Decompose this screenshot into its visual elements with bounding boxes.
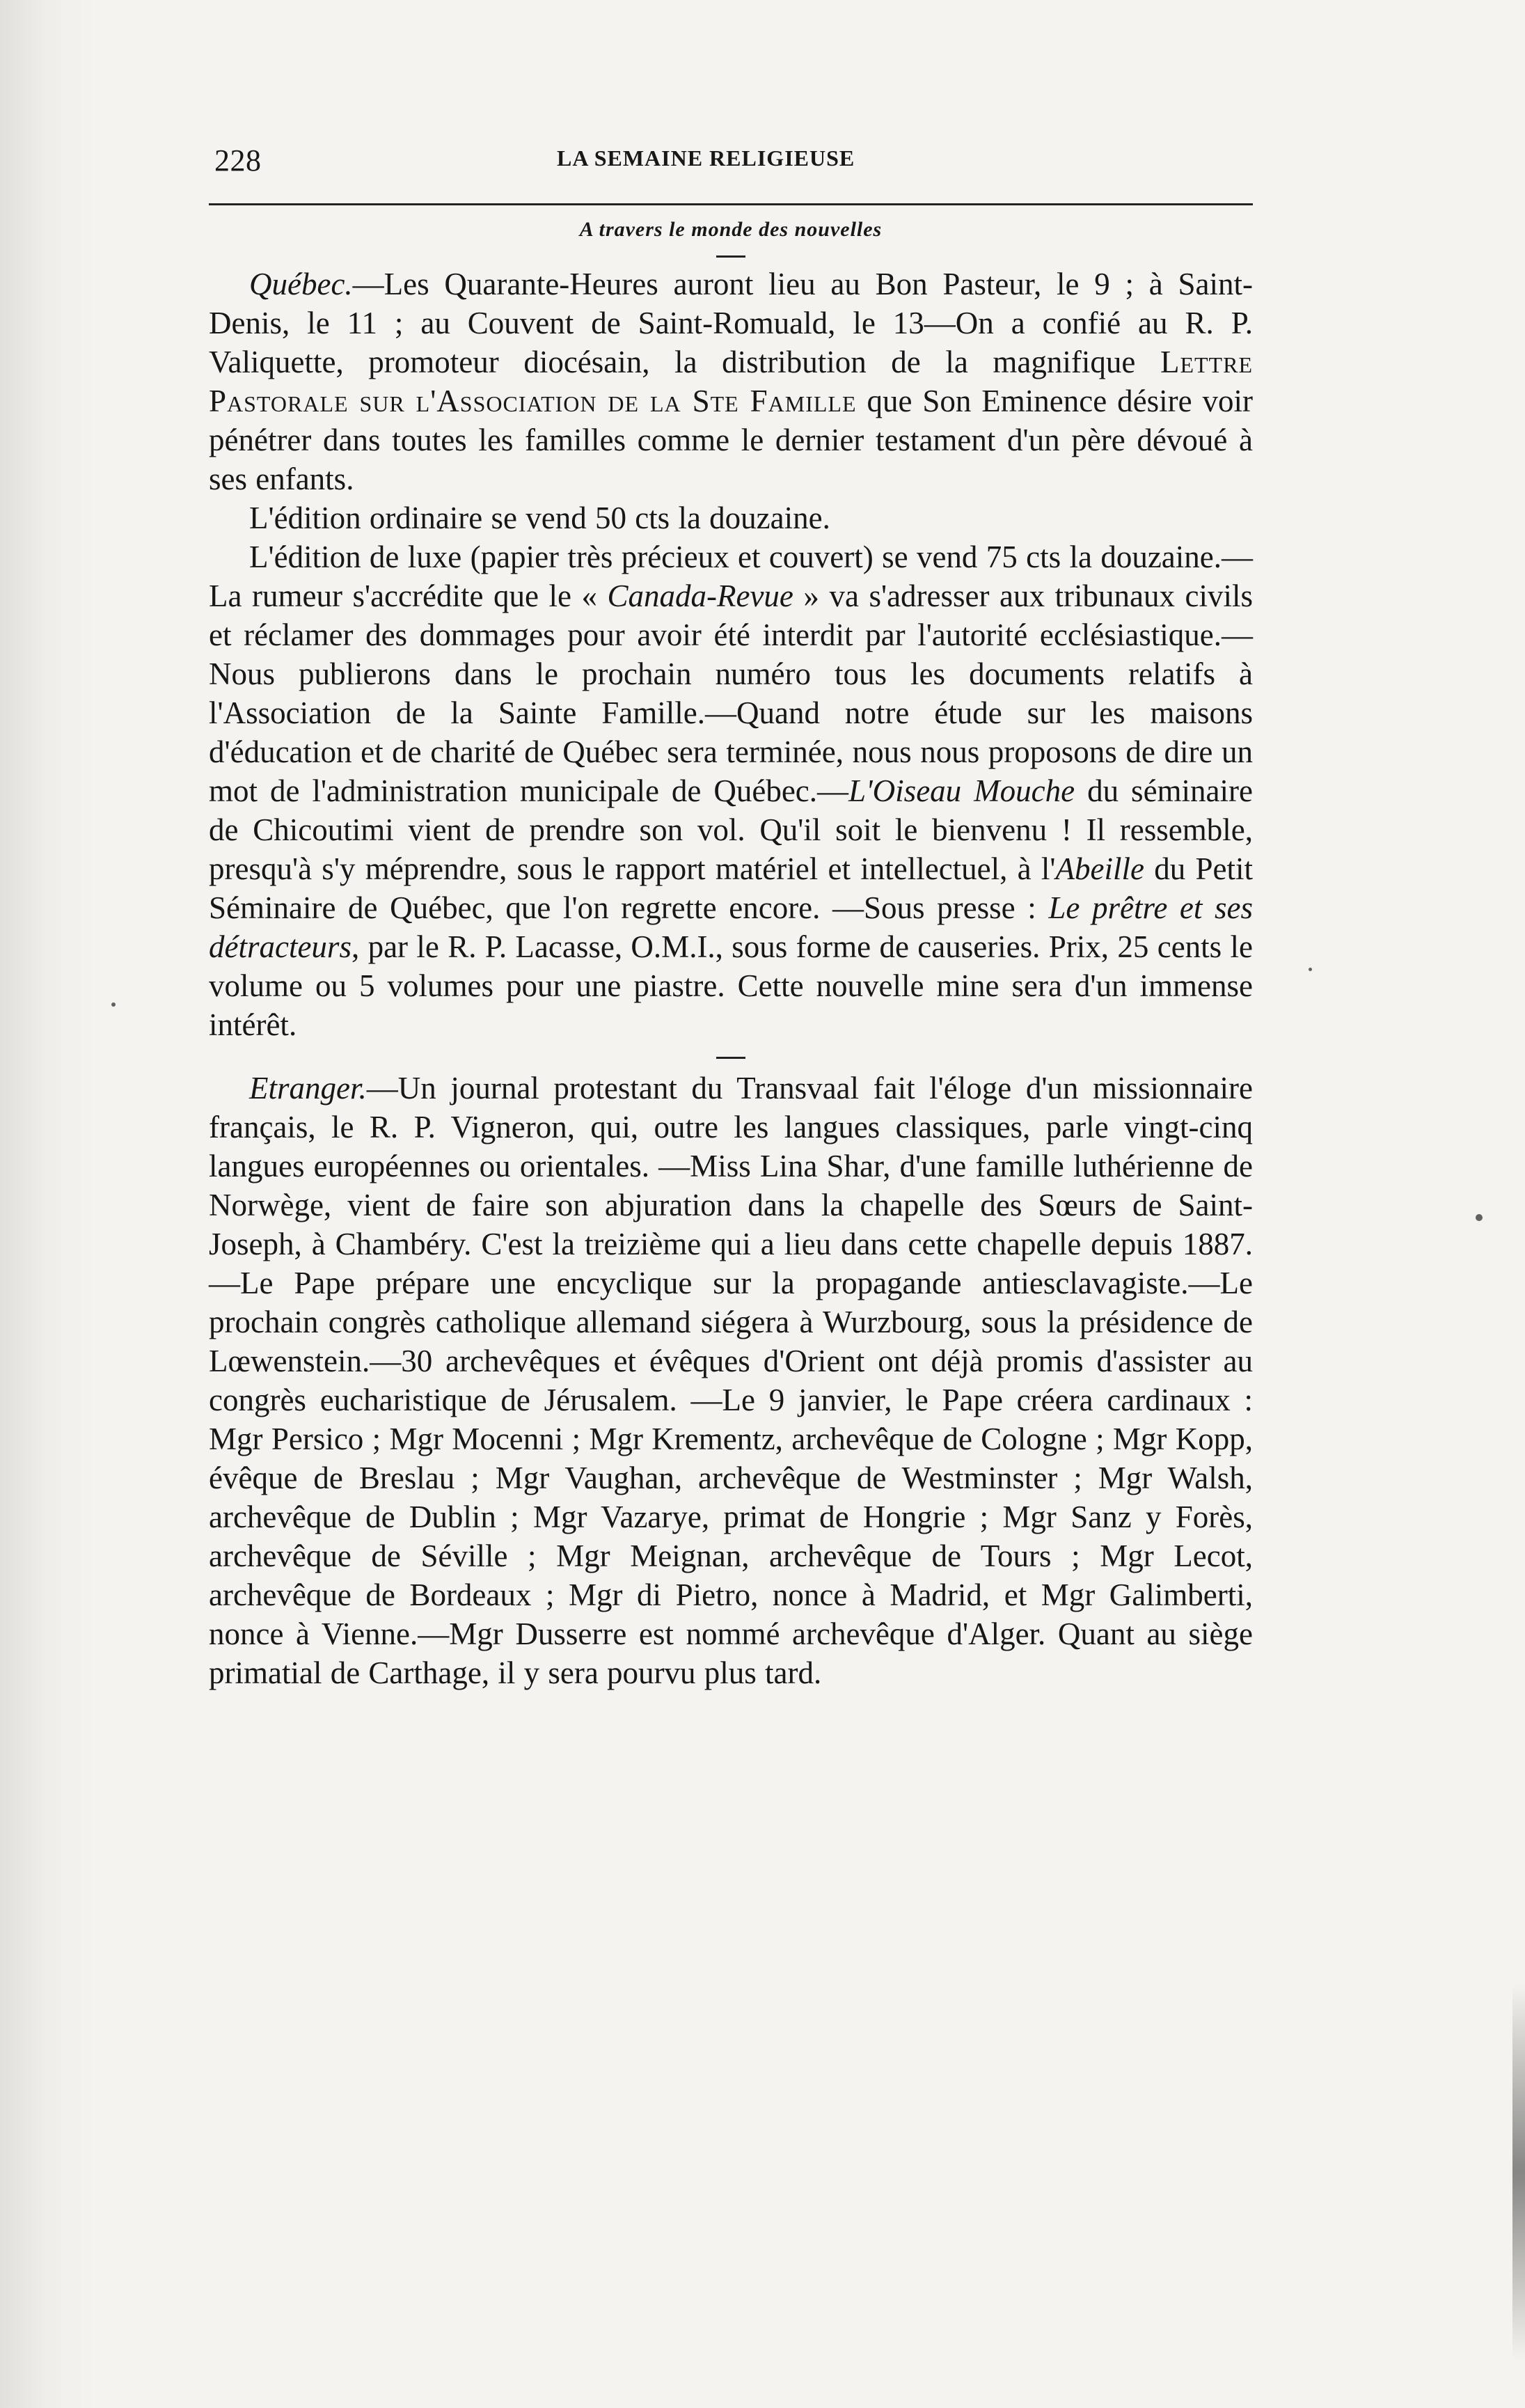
luxury-middle-three: du Petit Séminaire de Québec, que l'on regrette encore. —Sous presse : bbox=[209, 851, 1253, 925]
page-content bbox=[209, 143, 1253, 1692]
page-header bbox=[209, 143, 1253, 191]
left-page-shadow bbox=[0, 0, 97, 2408]
quebec-intro-end: que Son Eminence désire voir pénétrer dans toutes les familles comme le dernier testament d'un père dévoué à ses enfants. bbox=[209, 384, 1253, 496]
luxury-edition-paragraph bbox=[209, 537, 1253, 1044]
ink-speck bbox=[1309, 968, 1312, 971]
pastoral-letter-title: Lettre Pastorale sur l'Association de la Ste Famille bbox=[209, 345, 1253, 418]
section-divider bbox=[716, 255, 745, 258]
quebec-intro: —Les Quarante-Heures auront lieu au Bon Pasteur, le 9 ; à Saint-Denis, le 11 ; au Couvent de Saint-Romuald, le 13—On a confié au R. P. Valiquette, promoteur diocésain, la distribution de la magnifique bbox=[209, 267, 1253, 379]
canada-revue-title: Canada-Revue bbox=[607, 579, 793, 613]
news-break-rule bbox=[716, 1057, 745, 1059]
section-title: A travers le monde des nouvelles bbox=[579, 218, 883, 241]
abeille-title: Abeille bbox=[1055, 851, 1144, 886]
page-number: 228 bbox=[214, 143, 262, 178]
ordinary-edition-paragraph: L'édition ordinaire se vend 50 cts la douzaine. bbox=[249, 501, 830, 535]
luxury-middle: » va s'adresser aux tribunaux civils et réclamer des dommages pour avoir été interdit par l'autorité ecclésiastique.—Nous publierons dans le prochain numéro tous les documents relatifs à l'Association de la Sainte Famille.—Quand notre étude sur les maisons d'éducation et de charité de Québec sera terminée, nous nous proposons de dire un mot de l'administration municipale de Québec.— bbox=[209, 579, 1253, 808]
quebec-paragraph bbox=[209, 265, 1253, 498]
foreign-news-paragraph bbox=[209, 1069, 1253, 1692]
header-rule bbox=[209, 203, 1253, 205]
luxury-end: , par le R. P. Lacasse, O.M.I., sous forme de causeries. Prix, 25 cents le volume ou 5 volumes pour une piastre. Cette nouvelle mine sera d'un immense intérêt. bbox=[209, 929, 1253, 1042]
quebec-label: Québec. bbox=[249, 267, 353, 301]
running-title: LA SEMAINE RELIGIEUSE bbox=[557, 145, 855, 171]
article-body bbox=[209, 265, 1253, 1692]
pretre-title: Le prêtre et ses détracteurs bbox=[209, 890, 1253, 964]
etranger-label: Etranger. bbox=[249, 1071, 367, 1105]
luxury-start: L'édition de luxe (papier très précieux et couvert) se vend 75 cts la douzaine.—La rumeur s'accrédite que le « bbox=[209, 540, 1253, 613]
right-binding-shadow bbox=[1512, 1984, 1525, 2360]
luxury-middle-two: du séminaire de Chicoutimi vient de prendre son vol. Qu'il soit le bienvenu ! Il ressemble, presqu'à s'y méprendre, sous le rapport matériel et intellectuel, à l' bbox=[209, 773, 1253, 886]
foreign-news-text: —Un journal protestant du Transvaal fait l'éloge d'un missionnaire français, le R. P. Vigneron, qui, outre les langues classiques, parle vingt-cinq langues européennes ou orientales. —Miss Lina Shar, d'une famille luthérienne de Norwège, vient de faire son abjuration dans la chapelle des Sœurs de Saint-Joseph, à Chambéry. C'est la treizième qui a lieu dans cette chapelle depuis 1887.—Le Pape prépare une encyclique sur la propagande antiesclavagiste.—Le prochain congrès catholique allemand siégera à Wurzbourg, sous la présidence de Lœwenstein.—30 archevêques et évêques d'Orient ont déjà promis d'assister au congrès eucharistique de Jérusalem. —Le 9 janvier, le Pape créera cardinaux : Mgr Persico ; Mgr Mocenni ; Mgr Krementz, archevêque de Cologne ; Mgr Kopp, évêque de Breslau ; Mgr Vaughan, archevêque de Westminster ; Mgr Walsh, archevêque de Dublin ; Mgr Vazarye, primat de Hongrie ; Mgr Sanz y Forès, archevêque de Séville ; Mgr Meignan, archevêque de Tours ; Mgr Lecot, archevêque de Bordeaux ; Mgr di Pietro, nonce à Madrid, et Mgr Galimberti, nonce à Vienne.—Mgr Dusserre est nommé archevêque d'Alger. Quant au siège primatial de Carthage, il y sera pourvu plus tard. bbox=[209, 1071, 1253, 1690]
ink-spot bbox=[1476, 1214, 1483, 1221]
ink-speck bbox=[111, 1002, 116, 1007]
oiseau-mouche-title: L'Oiseau Mouche bbox=[848, 773, 1075, 808]
